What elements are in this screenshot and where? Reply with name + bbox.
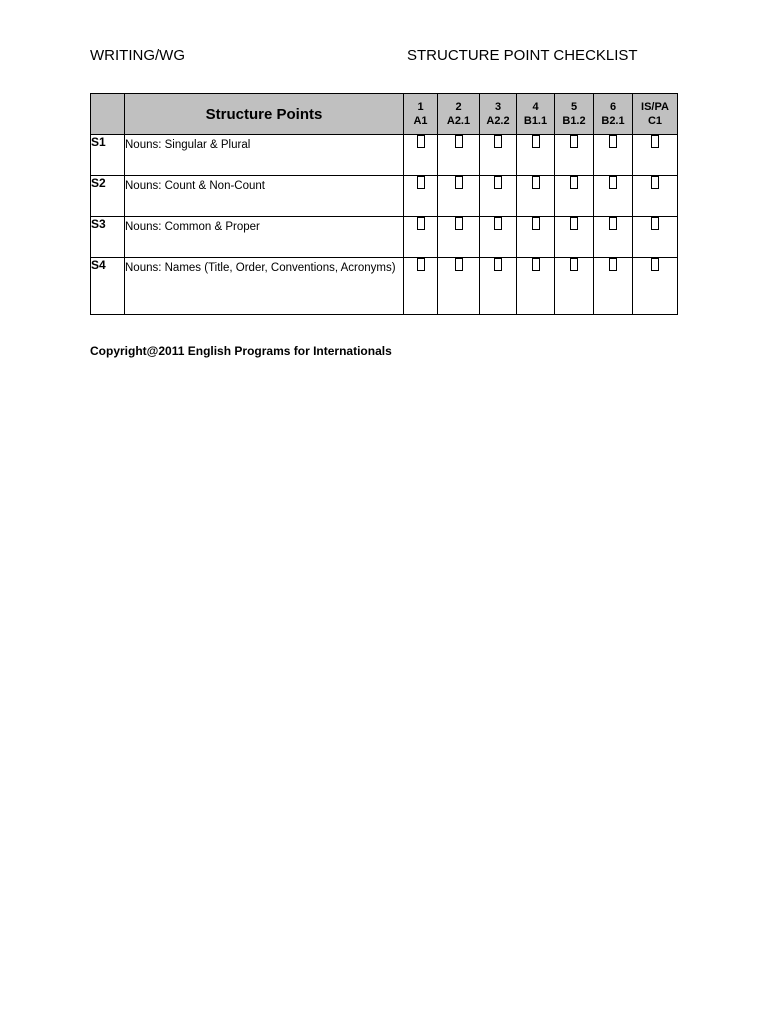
level-code: B1.2	[562, 115, 586, 127]
structure-points-heading: Structure Points	[125, 94, 404, 135]
empty-checkbox-icon[interactable]	[609, 258, 617, 271]
check-cell[interactable]	[555, 217, 594, 258]
check-cell[interactable]	[633, 135, 678, 176]
level-code: A1	[413, 115, 428, 127]
level-header-4	[517, 94, 555, 135]
check-cell[interactable]	[594, 176, 633, 217]
check-cell[interactable]	[594, 258, 633, 315]
check-cell[interactable]	[480, 258, 517, 315]
level-number: 5	[570, 101, 578, 113]
level-number: 4	[532, 101, 539, 113]
level-code: A2.2	[486, 115, 510, 127]
check-cell[interactable]	[517, 258, 555, 315]
empty-checkbox-icon[interactable]	[609, 176, 617, 189]
level-code: B2.1	[601, 115, 625, 127]
row-code: S1	[91, 135, 125, 176]
empty-checkbox-icon[interactable]	[532, 217, 540, 230]
level-header-5	[555, 94, 594, 135]
level-header-2	[438, 94, 480, 135]
check-cell[interactable]	[404, 176, 438, 217]
check-cell[interactable]	[480, 135, 517, 176]
structure-point-checklist-table	[90, 93, 678, 315]
empty-checkbox-icon[interactable]	[455, 258, 463, 271]
empty-checkbox-icon[interactable]	[455, 135, 463, 148]
row-code: S3	[91, 217, 125, 258]
check-cell[interactable]	[517, 176, 555, 217]
level-header-3	[480, 94, 517, 135]
structure-point-text: Nouns: Count & Non-Count	[125, 176, 404, 217]
check-cell[interactable]	[404, 135, 438, 176]
check-cell[interactable]	[594, 135, 633, 176]
empty-checkbox-icon[interactable]	[570, 258, 578, 271]
empty-checkbox-icon[interactable]	[651, 135, 659, 148]
empty-checkbox-icon[interactable]	[494, 135, 502, 148]
empty-checkbox-icon[interactable]	[494, 217, 502, 230]
check-cell[interactable]	[438, 217, 480, 258]
level-number: 3	[494, 101, 502, 113]
structure-point-text: Nouns: Common & Proper	[125, 217, 404, 258]
check-cell[interactable]	[555, 135, 594, 176]
level-number: 1	[417, 101, 424, 113]
empty-checkbox-icon[interactable]	[455, 176, 463, 189]
check-cell[interactable]	[480, 217, 517, 258]
table-header-row	[91, 94, 678, 135]
empty-checkbox-icon[interactable]	[494, 176, 502, 189]
check-cell[interactable]	[404, 217, 438, 258]
table-row	[91, 258, 678, 315]
check-cell[interactable]	[633, 258, 678, 315]
check-cell[interactable]	[633, 176, 678, 217]
check-cell[interactable]	[555, 176, 594, 217]
check-cell[interactable]	[517, 217, 555, 258]
empty-checkbox-icon[interactable]	[417, 217, 425, 230]
empty-checkbox-icon[interactable]	[609, 135, 617, 148]
empty-checkbox-icon[interactable]	[651, 217, 659, 230]
empty-checkbox-icon[interactable]	[570, 217, 578, 230]
empty-checkbox-icon[interactable]	[494, 258, 502, 271]
empty-checkbox-icon[interactable]	[417, 258, 425, 271]
check-cell[interactable]	[633, 217, 678, 258]
empty-checkbox-icon[interactable]	[532, 135, 540, 148]
structure-point-text: Nouns: Singular & Plural	[125, 135, 404, 176]
copyright-notice: Copyright@2011 English Programs for Internationals	[90, 344, 392, 358]
level-code: B1.1	[523, 115, 548, 127]
empty-checkbox-icon[interactable]	[651, 176, 659, 189]
level-header-6	[594, 94, 633, 135]
check-cell[interactable]	[555, 258, 594, 315]
check-cell[interactable]	[438, 135, 480, 176]
empty-checkbox-icon[interactable]	[651, 258, 659, 271]
empty-checkbox-icon[interactable]	[532, 258, 540, 271]
empty-checkbox-icon[interactable]	[455, 217, 463, 230]
document-title: STRUCTURE POINT CHECKLIST	[407, 47, 638, 64]
level-number: 6	[609, 101, 617, 113]
check-cell[interactable]	[438, 258, 480, 315]
empty-checkbox-icon[interactable]	[570, 176, 578, 189]
table-row	[91, 135, 678, 176]
empty-checkbox-icon[interactable]	[532, 176, 540, 189]
header-blank-cell	[91, 94, 125, 135]
empty-checkbox-icon[interactable]	[417, 176, 425, 189]
check-cell[interactable]	[594, 217, 633, 258]
document-subject: WRITING/WG	[90, 47, 185, 64]
level-code: A2.1	[446, 115, 471, 127]
check-cell[interactable]	[404, 258, 438, 315]
empty-checkbox-icon[interactable]	[609, 217, 617, 230]
level-number: 2	[455, 101, 462, 113]
check-cell[interactable]	[438, 176, 480, 217]
structure-point-text: Nouns: Names (Title, Order, Conventions, Acronyms)	[125, 258, 404, 315]
table-row	[91, 217, 678, 258]
empty-checkbox-icon[interactable]	[417, 135, 425, 148]
level-code: C1	[647, 115, 663, 127]
table-row	[91, 176, 678, 217]
check-cell[interactable]	[480, 176, 517, 217]
row-code: S2	[91, 176, 125, 217]
level-header-ispa	[633, 94, 678, 135]
empty-checkbox-icon[interactable]	[570, 135, 578, 148]
level-header-1	[404, 94, 438, 135]
check-cell[interactable]	[517, 135, 555, 176]
level-number: IS/PA	[641, 101, 669, 113]
row-code: S4	[91, 258, 125, 315]
